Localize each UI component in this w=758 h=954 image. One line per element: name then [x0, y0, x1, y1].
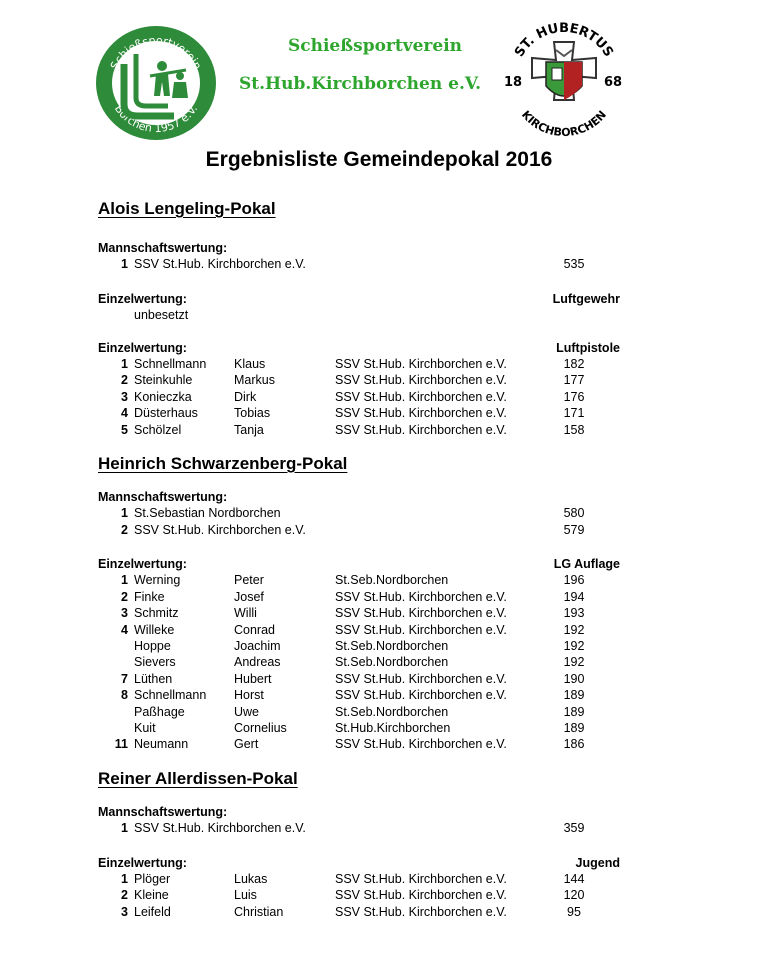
club-name: SSV St.Hub. Kirchborchen e.V. — [335, 622, 507, 637]
score: 580 — [563, 506, 585, 521]
rank: 1 — [121, 821, 128, 836]
first-name: Dirk — [234, 389, 257, 404]
club-name: St.Seb.Nordborchen — [335, 573, 449, 588]
score: 579 — [563, 522, 585, 537]
team-ranking-heading — [98, 489, 658, 505]
club-name: SSV St.Hub. Kirchborchen e.V. — [335, 356, 507, 371]
team-row — [98, 505, 658, 521]
result-row — [98, 887, 658, 903]
result-row — [98, 422, 658, 438]
score: 359 — [563, 821, 585, 836]
club-name: SSV St.Hub. Kirchborchen e.V. — [335, 688, 507, 703]
club-name: SSV St.Hub. Kirchborchen e.V. — [335, 737, 507, 752]
first-name: Conrad — [234, 622, 275, 637]
individual-ranking-label: Einzelwertung: — [98, 557, 187, 572]
score: 192 — [563, 622, 585, 637]
trophy-section — [98, 453, 658, 753]
score: 177 — [563, 373, 585, 388]
team-name: SSV St.Hub. Kirchborchen e.V. — [134, 522, 306, 537]
category-label: Luftpistole — [556, 340, 620, 355]
individual-ranking-heading — [98, 855, 658, 871]
club-name: St.Seb.Nordborchen — [335, 704, 449, 719]
individual-ranking-heading — [98, 556, 658, 572]
result-row — [98, 654, 658, 670]
club-name: St.Seb.Nordborchen — [335, 655, 449, 670]
first-name: Luis — [234, 888, 257, 903]
result-row — [98, 605, 658, 621]
first-name: Gert — [234, 737, 259, 752]
svg-text:KIRCHBORCHEN — [519, 108, 609, 139]
rank: 1 — [121, 356, 128, 371]
seal-top-text: Schießsportverein — [107, 33, 205, 72]
score: 189 — [563, 688, 585, 703]
individual-ranking-label: Einzelwertung: — [98, 291, 187, 306]
team-ranking-label: Mannschaftswertung: — [98, 489, 228, 504]
last-name: Werning — [134, 573, 181, 588]
club-name: St.Hub.Kirchborchen — [335, 720, 451, 735]
score: 190 — [563, 671, 585, 686]
first-name: Willi — [234, 606, 257, 621]
team-row — [98, 256, 658, 272]
team-name: SSV St.Hub. Kirchborchen e.V. — [134, 257, 306, 272]
result-row — [98, 622, 658, 638]
crest-year-right: 68 — [604, 75, 623, 90]
team-name: St.Sebastian Nordborchen — [134, 506, 281, 521]
score: 158 — [563, 422, 585, 437]
first-name: Tobias — [234, 406, 271, 421]
crest-bottom-text: KIRCHBORCHEN — [518, 108, 610, 140]
first-name: Josef — [234, 589, 264, 604]
result-row — [98, 405, 658, 421]
rank: 1 — [121, 871, 128, 886]
crest-top-text: ST. HUBERTUS — [512, 20, 616, 60]
club-name: SSV St.Hub. Kirchborchen e.V. — [335, 606, 507, 621]
result-row — [98, 871, 658, 887]
club-name: St.Seb.Nordborchen — [335, 639, 449, 654]
score: 192 — [563, 639, 585, 654]
empty-ranking-note: unbesetzt — [134, 308, 189, 323]
result-row — [98, 356, 658, 372]
page-header — [0, 0, 758, 150]
score: 535 — [563, 257, 585, 272]
rank: 4 — [121, 622, 128, 637]
first-name: Tanja — [234, 422, 264, 437]
crest-year-left: 18 — [504, 75, 523, 90]
score: 196 — [563, 573, 585, 588]
club-name: SSV St.Hub. Kirchborchen e.V. — [335, 871, 507, 886]
club-name: SSV St.Hub. Kirchborchen e.V. — [335, 671, 507, 686]
result-row — [98, 589, 658, 605]
team-ranking-heading — [98, 240, 658, 256]
score: 144 — [563, 871, 585, 886]
last-name: Kuit — [134, 720, 156, 735]
club-name-line2: St.Hub.Kirchborchen e.V. — [238, 74, 482, 94]
score: 95 — [567, 904, 581, 919]
rank: 8 — [121, 688, 128, 703]
score: 176 — [563, 389, 585, 404]
last-name: Plöger — [134, 871, 171, 886]
first-name: Cornelius — [234, 720, 287, 735]
first-name: Andreas — [234, 655, 281, 670]
club-name: SSV St.Hub. Kirchborchen e.V. — [335, 373, 507, 388]
rank: 2 — [121, 522, 128, 537]
rank: 1 — [121, 573, 128, 588]
last-name: Konieczka — [134, 389, 192, 404]
seal-bottom-text: Borchen 1957 e.V. — [111, 102, 201, 136]
club-name: SSV St.Hub. Kirchborchen e.V. — [335, 389, 507, 404]
last-name: Finke — [134, 589, 165, 604]
rank: 2 — [121, 373, 128, 388]
empty-ranking-note-row — [98, 307, 658, 323]
trophy-section — [98, 198, 658, 438]
first-name: Uwe — [234, 704, 260, 719]
first-name: Christian — [234, 904, 284, 919]
last-name: Leifeld — [134, 904, 171, 919]
rank: 2 — [121, 589, 128, 604]
result-row — [98, 389, 658, 405]
trophy-title: Alois Lengeling-Pokal — [98, 199, 276, 218]
trophy-title: Heinrich Schwarzenberg-Pokal — [98, 453, 348, 473]
score: 189 — [563, 720, 585, 735]
category-label: Luftgewehr — [552, 291, 620, 306]
club-name: SSV St.Hub. Kirchborchen e.V. — [335, 888, 507, 903]
category-label: LG Auflage — [553, 557, 620, 572]
club-seal-logo — [94, 24, 218, 142]
score: 171 — [563, 406, 585, 421]
first-name: Hubert — [234, 671, 272, 686]
result-row — [98, 704, 658, 720]
first-name: Lukas — [234, 871, 268, 886]
score: 182 — [563, 356, 585, 371]
rank: 1 — [121, 506, 128, 521]
last-name: Sievers — [134, 655, 176, 670]
first-name: Markus — [234, 373, 275, 388]
individual-ranking-label: Einzelwertung: — [98, 855, 187, 870]
rank: 3 — [121, 606, 128, 621]
team-row — [98, 522, 658, 538]
last-name: Schnellmann — [134, 356, 207, 371]
score: 193 — [563, 606, 585, 621]
result-row — [98, 671, 658, 687]
score: 194 — [563, 589, 585, 604]
last-name: Hoppe — [134, 639, 171, 654]
club-name-line1: Schießsportverein — [287, 36, 463, 56]
score: 186 — [563, 737, 585, 752]
team-row — [98, 820, 658, 836]
individual-ranking-heading — [98, 340, 658, 356]
rank: 11 — [114, 737, 128, 752]
document-title: Ergebnisliste Gemeindepokal 2016 — [205, 148, 553, 171]
team-ranking-label: Mannschaftswertung: — [98, 241, 228, 255]
club-name: SSV St.Hub. Kirchborchen e.V. — [335, 406, 507, 421]
last-name: Steinkuhle — [134, 373, 193, 388]
result-row — [98, 720, 658, 736]
club-name: SSV St.Hub. Kirchborchen e.V. — [335, 589, 507, 604]
score: 192 — [563, 655, 585, 670]
result-row — [98, 687, 658, 703]
category-label: Jugend — [575, 855, 620, 870]
first-name: Klaus — [234, 356, 266, 371]
individual-ranking-label: Einzelwertung: — [98, 340, 187, 355]
club-name: SSV St.Hub. Kirchborchen e.V. — [335, 904, 507, 919]
last-name: Paßhage — [134, 704, 185, 719]
rank: 3 — [121, 904, 128, 919]
team-ranking-label: Mannschaftswertung: — [98, 804, 228, 819]
last-name: Schnellmann — [134, 688, 207, 703]
first-name: Joachim — [234, 639, 281, 654]
rank: 4 — [121, 406, 128, 421]
club-name: SSV St.Hub. Kirchborchen e.V. — [335, 422, 507, 437]
score: 189 — [563, 704, 585, 719]
first-name: Peter — [234, 573, 264, 588]
trophy-section — [98, 768, 658, 920]
individual-ranking-heading — [98, 291, 658, 307]
rank: 3 — [121, 389, 128, 404]
result-row — [98, 736, 658, 752]
result-row — [98, 372, 658, 388]
rank: 2 — [121, 888, 128, 903]
trophy-title: Reiner Allerdissen-Pokal — [98, 768, 298, 788]
last-name: Neumann — [134, 737, 189, 752]
rank: 5 — [121, 422, 128, 437]
last-name: Lüthen — [134, 671, 173, 686]
last-name: Kleine — [134, 888, 169, 903]
team-ranking-heading — [98, 804, 658, 820]
last-name: Schmitz — [134, 606, 179, 621]
result-row — [98, 572, 658, 588]
last-name: Schölzel — [134, 422, 182, 437]
rank: 1 — [121, 257, 128, 272]
score: 120 — [563, 888, 585, 903]
result-row — [98, 904, 658, 920]
team-name: SSV St.Hub. Kirchborchen e.V. — [134, 821, 306, 836]
first-name: Horst — [234, 688, 264, 703]
hubertus-crest-logo — [500, 20, 628, 146]
last-name: Willeke — [134, 622, 175, 637]
last-name: Düsterhaus — [134, 406, 198, 421]
result-row — [98, 638, 658, 654]
rank: 7 — [121, 671, 128, 686]
results-list — [98, 198, 658, 920]
